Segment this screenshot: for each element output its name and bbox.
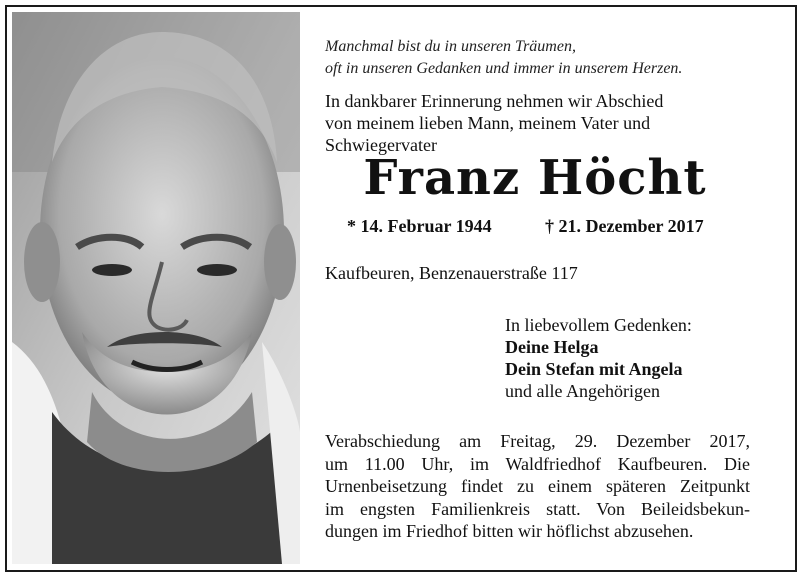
portrait-photo-graphic <box>12 12 300 564</box>
intro-line-2: von meinem lieben Mann, meinem Vater und <box>325 113 651 133</box>
portrait-photo <box>12 12 300 564</box>
service-line-4: im engsten Familienkreis statt. Von Beileidsbekun- <box>325 498 750 519</box>
address: Kaufbeuren, Benzenauerstraße 117 <box>325 263 578 283</box>
quote-line-2: oft in unseren Gedanken und immer in unserem Herzen. <box>325 60 683 77</box>
service-line-5: dungen im Friedhof bitten wir höflichst abzusehen. <box>325 521 694 541</box>
service-line-3: Urnenbeisetzung findet zu einem späteren Zeitpunkt <box>325 476 750 496</box>
death-date: † 21. Dezember 2017 <box>545 216 704 236</box>
birth-date: * 14. Februar 1944 <box>347 216 492 236</box>
mourners-heading: In liebevollem Gedenken: <box>505 315 692 335</box>
intro-line-3: Schwiegervater <box>325 135 437 155</box>
quote-line-1: Manchmal bist du in unseren Träumen, <box>325 38 576 55</box>
service-line-2: um 11.00 Uhr, im Waldfriedhof Kaufbeuren. Die <box>325 453 750 474</box>
mourner-relatives: und alle Angehörigen <box>505 381 660 401</box>
intro-line-1: In dankbarer Erinnerung nehmen wir Abschied <box>325 91 664 111</box>
mourner-spouse: Deine Helga <box>505 337 599 357</box>
service-line-1: Verabschiedung am Freitag, 29. Dezember 2017, <box>325 431 750 451</box>
deceased-name: Franz Höcht <box>363 150 707 206</box>
service-notice <box>325 430 750 543</box>
mourner-children: Dein Stefan mit Angela <box>505 359 683 379</box>
